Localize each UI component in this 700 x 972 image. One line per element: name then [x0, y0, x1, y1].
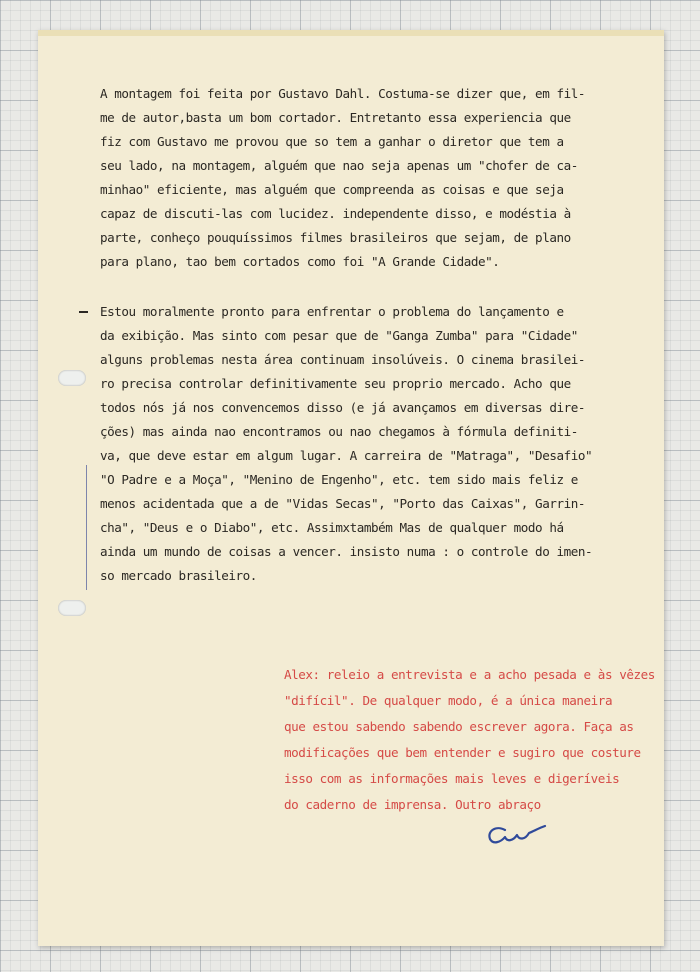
note-line: Alex: releio a entrevista e a acho pesada e às vêzes [284, 667, 655, 682]
punch-hole [58, 370, 86, 386]
text-line: para plano, tao bem cortados como foi "A Grande Cidade". [100, 254, 500, 269]
text-line: seu lado, na montagem, alguém que nao seja apenas um "chofer de ca- [100, 158, 578, 173]
text-line: da exibição. Mas sinto com pesar que de "Ganga Zumba" para "Cidade" [100, 328, 578, 343]
text-line: so mercado brasileiro. [100, 568, 257, 583]
text-line: fiz com Gustavo me provou que so tem a ganhar o diretor que tem a [100, 134, 564, 149]
text-line: ro precisa controlar definitivamente seu proprio mercado. Acho que [100, 376, 571, 391]
text-line: ainda um mundo de coisas a vencer. insisto numa : o controle do imen- [100, 544, 593, 559]
note-line: "difícil". De qualquer modo, é a única maneira [284, 693, 613, 708]
text-line: cha", "Deus e o Diabo", etc. Assimxtambém Mas de qualquer modo há [100, 520, 564, 535]
margin-dash-mark [79, 311, 88, 313]
punch-hole [58, 600, 86, 616]
text-line: va, que deve estar em algum lugar. A carreira de "Matraga", "Desafio" [100, 448, 593, 463]
text-line: me de autor,basta um bom cortador. Entretanto essa experiencia que [100, 110, 571, 125]
paragraph-montagem [100, 82, 585, 274]
handwritten-signature [447, 797, 547, 857]
note-line: do caderno de imprensa. Outro abraço [284, 797, 541, 812]
note-line: modificações que bem entender e sugiro que costure [284, 745, 641, 760]
text-line: alguns problemas nesta área continuam insolúveis. O cinema brasilei- [100, 352, 585, 367]
text-line: menos acidentada que a de "Vidas Secas", "Porto das Caixas", Garrin- [100, 496, 585, 511]
note-line: isso com as informações mais leves e digeríveis [284, 771, 620, 786]
text-line: parte, conheço pouquíssimos filmes brasileiros que sejam, de plano [100, 230, 571, 245]
red-typed-note [284, 662, 655, 818]
note-line: que estou sabendo sabendo escrever agora. Faça as [284, 719, 634, 734]
text-line: Estou moralmente pronto para enfrentar o problema do lançamento e [100, 304, 564, 319]
text-line: A montagem foi feita por Gustavo Dahl. Costuma-se dizer que, em fil- [100, 86, 585, 101]
text-line: capaz de discuti-las com lucidez. independente disso, e modéstia à [100, 206, 571, 221]
text-line: "O Padre e a Moça", "Menino de Engenho", etc. tem sido mais feliz e [100, 472, 578, 487]
text-line: minhao" eficiente, mas alguém que compreenda as coisas e que seja [100, 182, 564, 197]
paragraph-lancamento [100, 300, 592, 588]
text-line: ções) mas ainda nao encontramos ou nao chegamos à fórmula definiti- [100, 424, 578, 439]
margin-pen-line [86, 465, 87, 590]
text-line: todos nós já nos convencemos disso (e já avançamos em diversas dire- [100, 400, 585, 415]
